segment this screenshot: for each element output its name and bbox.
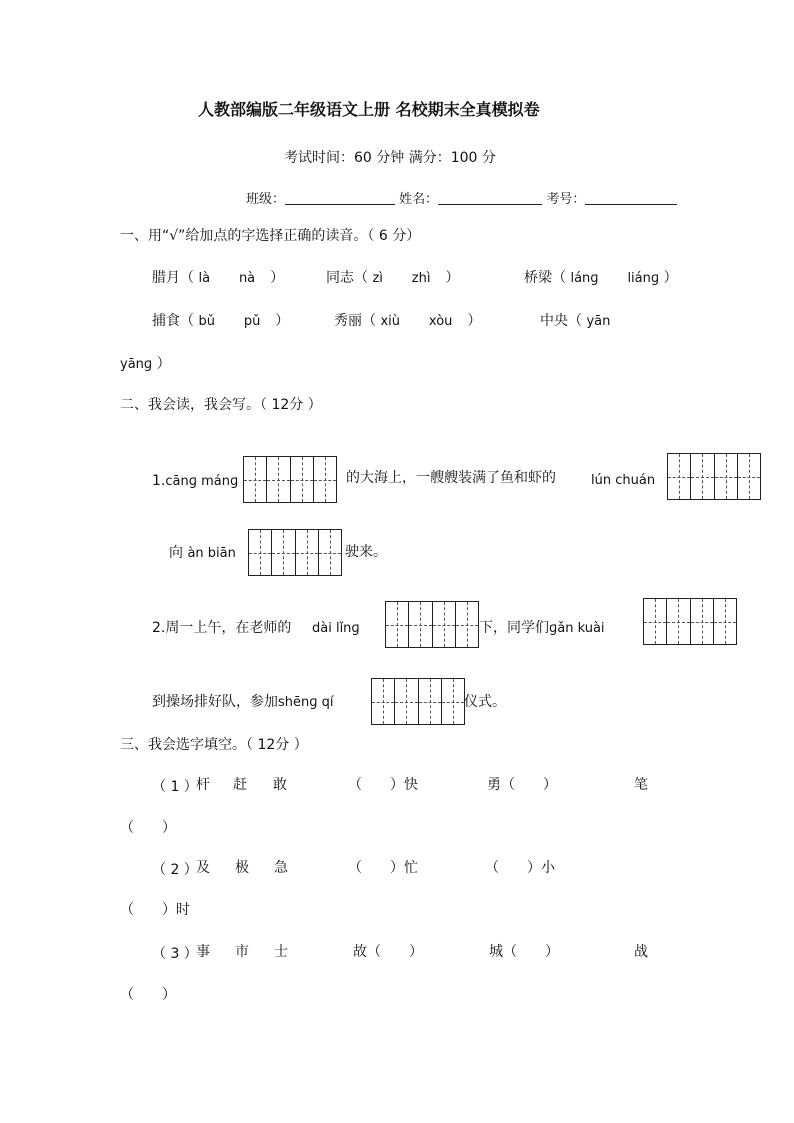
option-b[interactable]: liánɡ (627, 271, 660, 286)
option-a[interactable]: yān (586, 314, 611, 329)
q2-continue: 到操场排好队，参加shēnɡ qí (152, 694, 334, 710)
option-b[interactable]: zhì (411, 271, 431, 286)
fill-blank[interactable]: （ ） (120, 820, 176, 836)
option-char: 事 (196, 944, 210, 960)
row-number: （ 1 ） (152, 779, 198, 795)
writing-grid[interactable] (643, 598, 737, 645)
section3-heading: 三、我会选字填空。（ 12分 ） (120, 737, 308, 753)
page-title: 人教部编版二年级语文上册 名校期末全真模拟卷 (198, 100, 540, 119)
option-b[interactable]: xòu (428, 314, 453, 329)
section2-heading: 二、我会读，我会写。（ 12分 ） (120, 397, 322, 413)
section1-heading: 一、用“√”给加点的字选择正确的读音。（ 6 分） (120, 228, 421, 244)
fill-blank[interactable]: （ ）忙 (348, 860, 418, 876)
pinyin-choice-item: 秀丽（ xiù xòu ） (334, 313, 482, 329)
option-char: 市 (235, 944, 249, 960)
pinyin-choice-item: 腊月（ là nà ） (152, 270, 285, 286)
number-label: 考号： (546, 192, 586, 207)
q1-start: 1.cānɡ mánɡ (152, 473, 239, 489)
row-number: （ 3 ） (152, 946, 198, 962)
exam-info: 考试时间：60 分钟 满分：100 分 (284, 150, 496, 166)
fill-blank[interactable]: （ ）快 (348, 777, 418, 793)
fill-blank[interactable]: 故（ ） (353, 944, 423, 960)
option-a[interactable]: lánɡ (570, 271, 599, 286)
writing-grid[interactable] (248, 529, 342, 576)
pinyin-choice-item: 中央（ yān (540, 313, 611, 329)
fill-blank[interactable]: 城（ ） (489, 944, 559, 960)
option-b[interactable]: yānɡ (120, 357, 153, 372)
option-char: 急 (274, 860, 288, 876)
option-char: 及 (196, 860, 210, 876)
option-a[interactable]: bǔ (198, 314, 215, 329)
option-a[interactable]: là (198, 271, 211, 286)
pinyin: dài lǐnɡ (312, 621, 360, 636)
pinyin-choice-item: 捕食（ bǔ pǔ ） (152, 313, 290, 329)
blank-char: 战 (634, 944, 648, 960)
option-a[interactable]: zì (372, 271, 383, 286)
option-char: 杆 (196, 777, 210, 793)
q2-end: 仪式。 (464, 694, 506, 710)
option-a[interactable]: xiù (380, 314, 400, 329)
class-label: 班级： (246, 192, 286, 207)
name-label: 姓名： (399, 192, 439, 207)
writing-grid[interactable] (667, 453, 761, 500)
q1-continue: 向 àn biān (169, 545, 236, 561)
writing-grid[interactable] (385, 601, 479, 648)
q1-text: 的大海上，一艘艘装满了鱼和虾的 (346, 470, 556, 486)
writing-grid[interactable] (243, 456, 337, 503)
option-b[interactable]: pǔ (243, 314, 261, 329)
student-info-line (246, 190, 677, 208)
pinyin: shēnɡ qí (278, 695, 334, 710)
q1-end: 驶来。 (345, 544, 387, 560)
pinyin-choice-wrap: yānɡ ） (120, 356, 171, 372)
pinyin: àn biān (187, 546, 236, 561)
pinyin: lún chuán (591, 473, 656, 488)
fill-blank[interactable]: 勇（ ） (487, 777, 557, 793)
q2-text: 下，同学们ɡǎn kuài (479, 620, 605, 636)
pinyin-choice-item: 桥梁（ lánɡ liánɡ ） (524, 270, 678, 286)
fill-blank[interactable]: （ ） (120, 987, 176, 1003)
pinyin: ɡǎn kuài (549, 621, 605, 636)
pinyin-choice-item: 同志（ zì zhì ） (326, 270, 460, 286)
q2-start: 2.周一上午，在老师的 (152, 620, 292, 636)
fill-blank[interactable]: （ ）时 (120, 902, 190, 918)
fill-blank[interactable]: （ ）小 (485, 860, 555, 876)
name-field[interactable] (438, 190, 542, 205)
blank-char: 笔 (634, 777, 648, 793)
option-b[interactable]: nà (238, 271, 256, 286)
option-char: 赶 (233, 777, 247, 793)
option-char: 敢 (273, 777, 287, 793)
option-char: 士 (274, 944, 288, 960)
pinyin: cānɡ mánɡ (165, 474, 239, 489)
class-field[interactable] (285, 190, 395, 205)
option-char: 极 (235, 860, 249, 876)
writing-grid[interactable] (371, 678, 465, 725)
number-field[interactable] (585, 190, 677, 205)
row-number: （ 2 ） (152, 862, 198, 878)
